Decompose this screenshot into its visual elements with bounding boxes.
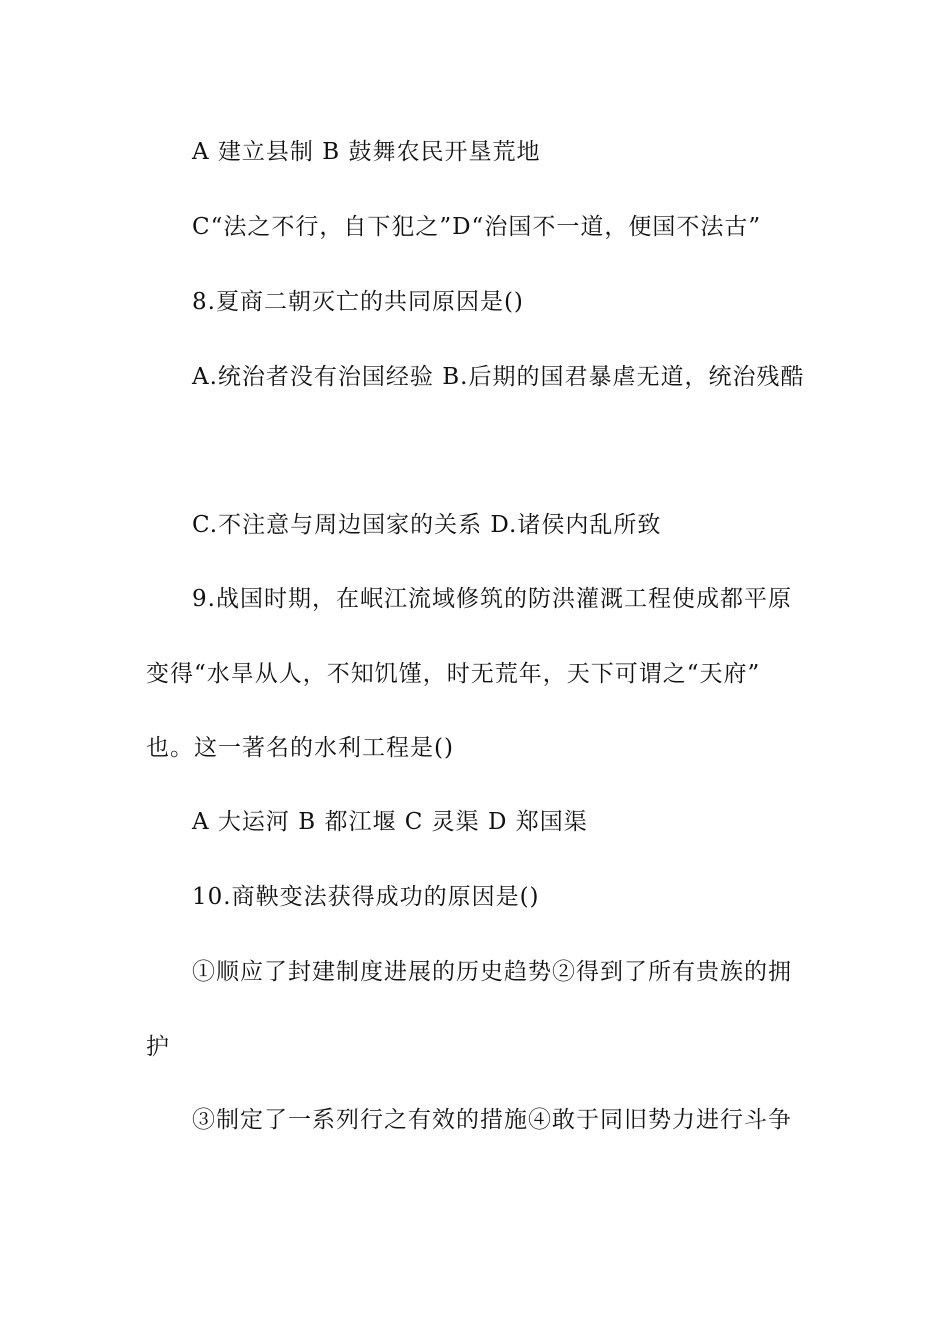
- text-line: 护: [146, 1034, 170, 1060]
- text-line: A.统治者没有治国经验 B.后期的国君暴虐无道，统治残酷: [192, 364, 805, 390]
- text-line: A 建立县制 B 鼓舞农民开垦荒地: [192, 139, 541, 165]
- text-line: 10.商鞅变法获得成功的原因是(): [192, 884, 540, 910]
- text-line: 也。这一著名的水利工程是(): [146, 735, 454, 761]
- text-line: 8.夏商二朝灭亡的共同原因是(): [192, 289, 524, 315]
- text-line: A 大运河 B 都江堰 C 灵渠 D 郑国渠: [192, 809, 588, 835]
- text-line: ①顺应了封建制度进展的历史趋势②得到了所有贵族的拥: [192, 959, 792, 985]
- text-line: 变得“水旱从人，不知饥馑，时无荒年，天下可谓之“天府”: [146, 661, 761, 687]
- text-line: C“法之不行，自下犯之”D“治国不一道，便国不法古”: [192, 214, 762, 240]
- text-line: 9.战国时期，在岷江流域修筑的防洪灌溉工程使成都平原: [192, 586, 792, 612]
- text-line: C.不注意与周边国家的关系 D.诸侯内乱所致: [192, 512, 662, 538]
- text-line: ③制定了一系列行之有效的措施④敢于同旧势力进行斗争: [192, 1107, 792, 1133]
